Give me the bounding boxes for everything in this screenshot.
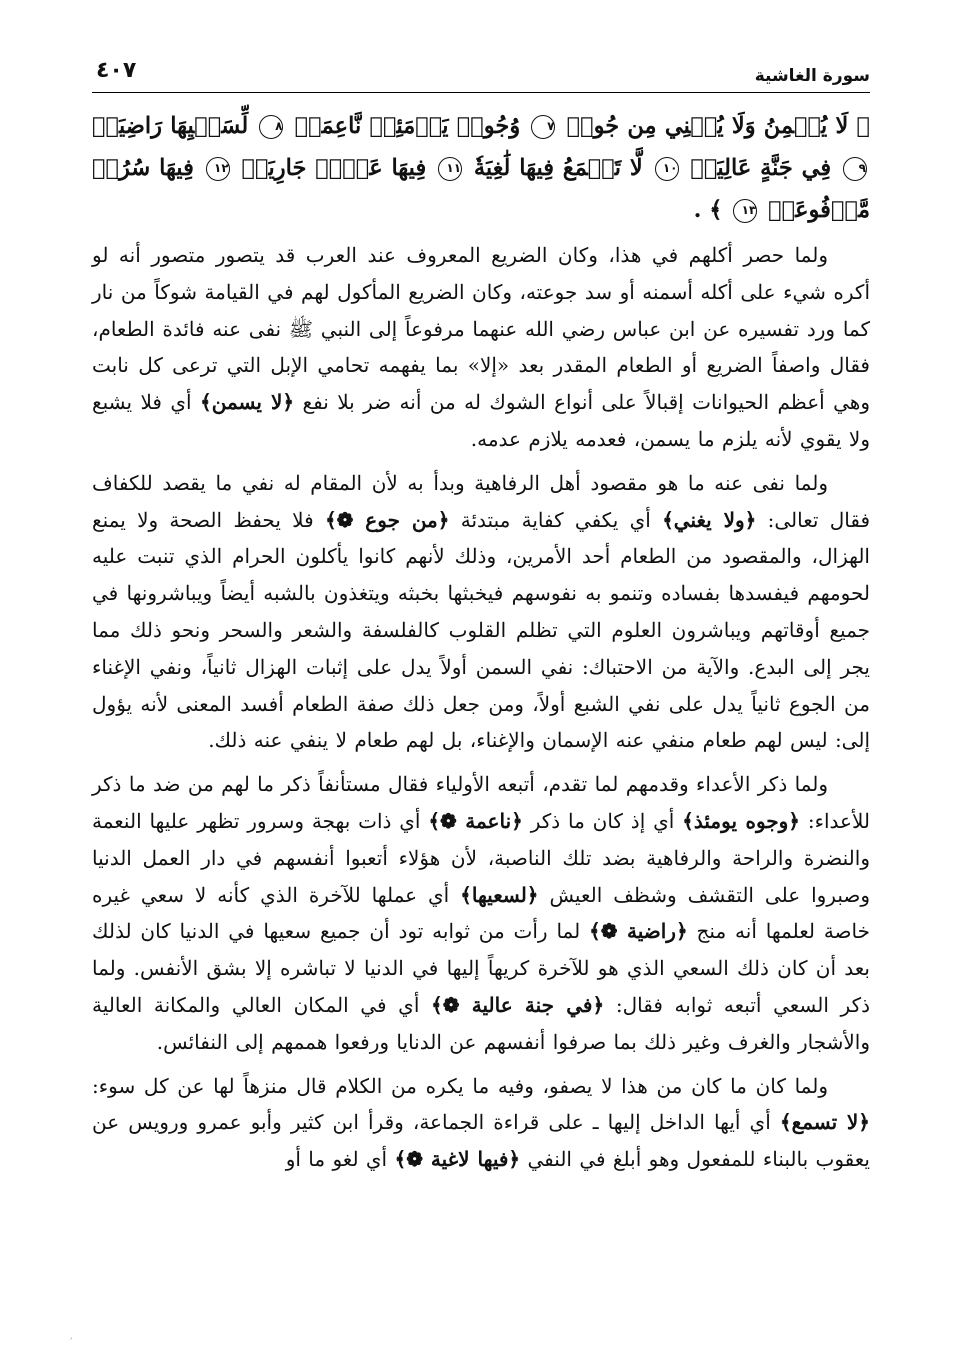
- paragraph-text: أي في المكان العالي والمكانة العالية والأشجار والغرف وغير ذلك بما صرفوا أنفسهم عن الدنايا ورفعوا هممهم إلى النفائس.: [92, 992, 870, 1054]
- quran-verse-text: فِيهَا عَيۡنٞ جَارِيَةٞ: [232, 155, 436, 181]
- paragraph-text: ولما حصر أكلهم في هذا، وكان الضريع المعروف عند العرب قد يتصور متصور أنه لو أكره شيء على أكله أسمنه أو سد جوعته، وكان الضريع المأكول لهم في القيامة شوكاً من نار كما ورد تفسيره عن ابن عباس رضي الله عنهما مرفوعاً إلى النبي ﷺ نفى عنه فائدة الطعام، فقال واصفاً الضريع أو الطعام المقدر بعد «إلا» بما يفهمه تحامي الإبل التي ترعى كل نابت وهي أعظم الحيوانات إقبالاً على أنواع الشوك له من أنه ضر بلا نفع: [92, 243, 870, 415]
- page-number: ٤٠٧: [96, 58, 137, 83]
- ayah-number-marker: ٧: [531, 115, 555, 139]
- quran-quote: ﴿ولا يغني﴾: [662, 507, 757, 532]
- commentary-paragraph: [92, 465, 870, 759]
- quran-quote: ﴿لا يسمن﴾: [200, 390, 295, 415]
- quran-verse-text: ﴾ .: [693, 197, 731, 223]
- commentary-paragraph: [92, 766, 870, 1060]
- paragraph-text: لما رأت من ثوابه تود أن جميع سعيها في الدنيا كان لذلك بعد أن كان ذلك السعي الذي هو للآخرة كريهاً إليها في الدنيا لا تباشره إلا بشق الأنفس. ولما ذكر السعي أتبعه ثوابه فقال:: [92, 919, 870, 1017]
- paragraph-text: أي عملها للآخرة الذي كأنه لا سعي غيره خاصة لعلمها أنه منج: [92, 882, 870, 944]
- ayah-number-marker: ١٠: [655, 157, 679, 181]
- quran-quote: ﴿لا تسمع﴾: [779, 1110, 871, 1135]
- commentary-paragraph: [92, 237, 870, 458]
- header-divider: [92, 92, 870, 93]
- ayah-number-marker: ٨: [259, 115, 283, 139]
- paragraph-text: أي إذ كان ما ذكر: [522, 808, 683, 833]
- quran-quote: ﴿لسعيها﴾: [460, 882, 539, 907]
- quran-quote: ﴿فيها لاغية ❁﴾: [394, 1147, 521, 1172]
- commentary-text: [92, 237, 870, 1178]
- ayah-number-marker: ٩: [843, 157, 867, 181]
- commentary-paragraph: [92, 1068, 870, 1178]
- quran-verse-text: لَّا تَسۡمَعُ فِيهَا لَٰغِيَةٗ: [465, 155, 652, 181]
- quran-verse-text: وُجُوهٞ يَوۡمَئِذٖ نَّاعِمَةٞ: [286, 113, 529, 139]
- quran-quote: ﴿في جنة عالية ❁﴾: [431, 992, 605, 1017]
- page-header: [92, 58, 870, 88]
- surah-title: سورة الغاشية: [754, 66, 870, 86]
- quran-quote: ﴿ناعمة ❁﴾: [428, 808, 523, 833]
- paragraph-text: فلا يحفظ الصحة ولا يمنع الهزال، والمقصود من الطعام أحد الأمرين، وذلك لأنهم كانوا يأكلون الحرام الذي تنبت عليه لحومهم فيفسدها بفساده وتنمو به نفوسهم فيخبثها بخبثه ويتغذون بالشبه أيضاً ويباشرونها في جميع أوقاتهم ويباشرون العلوم التي تظلم القلوب كالفلسفة والشعر والسحر ونحو ذلك مما يجر إلى البدع. والآية من الاحتباك: نفي السمن أولاً يدل على إثبات الهزال ثانياً، ونفي الإغناء من الجوع ثانياً يدل على نفي الشبع أولاً، ومن جعل ذلك صفة الطعام أفسد المعنى لأنه يؤول إلى: ليس لهم طعام منفي عنه الإسمان والإغناء، بل لهم طعام لا ينفي عنه ذلك.: [92, 507, 870, 753]
- quran-verse-text: فِيهَا سُرُرٞ مَّرۡفُوعَةٞ: [92, 155, 870, 223]
- book-page: [92, 58, 870, 1338]
- quran-quote: ﴿راضية ❁﴾: [589, 919, 688, 944]
- quran-verse-text: ﴿ لَا يُسۡمِنُ وَلَا يُغۡنِي مِن جُوعٖ: [558, 113, 871, 139]
- quran-verse-text: لِّسَعۡيِهَا رَاضِيَةٞ: [92, 113, 257, 139]
- quran-verses: [92, 105, 870, 231]
- quran-verse-text: فِي جَنَّةٍ عَالِيَةٖ: [681, 155, 840, 181]
- ayah-number-marker: ١٣: [733, 199, 757, 223]
- ayah-number-marker: ١٢: [206, 157, 230, 181]
- paragraph-text: أي أيها الداخل إليها ـ على قراءة الجماعة، وقرأ ابن كثير وأبو عمرو ورويس عن يعقوب بالبناء للمفعول وهو أبلغ في النفي: [92, 1110, 870, 1172]
- paragraph-text: أي فلا يشبع ولا يقوي لأنه يلزم ما يسمن، فعدمه يلازم عدمه.: [92, 390, 870, 451]
- ayah-number-marker: ١١: [438, 157, 462, 181]
- quran-quote: ﴿من جوع ❁﴾: [324, 507, 450, 532]
- paragraph-text: ولما ذكر الأعداء وقدمهم لما تقدم، أتبعه الأولياء فقال مستأنفاً ذكر ما لهم من ضد ما ذكر للأعداء:: [92, 772, 871, 833]
- scan-mark: ׳: [70, 1335, 73, 1346]
- quran-quote: ﴿وجوه يومئذ﴾: [682, 808, 801, 833]
- paragraph-text: أي لغو ما أو: [285, 1147, 395, 1172]
- paragraph-text: ولما نفى عنه ما هو مقصود أهل الرفاهية وبدأ به لأن المقام له نفي ما يقصد للكفاف فقال تعالى:: [92, 470, 871, 532]
- paragraph-text: أي يكفي كفاية مبتدئة: [449, 507, 663, 532]
- paragraph-text: ولما كان ما كان من هذا لا يصفو، وفيه ما يكره من الكلام قال منزهاً لها عن كل سوء:: [92, 1073, 828, 1098]
- paragraph-text: أي ذات بهجة وسرور تظهر عليها النعمة والنضرة والراحة والرفاهية بضد تلك الناصبة، لأن هؤلاء أتعبوا أنفسهم في دار العمل الدنيا وصبروا على التقشف وشظف العيش: [92, 808, 870, 907]
